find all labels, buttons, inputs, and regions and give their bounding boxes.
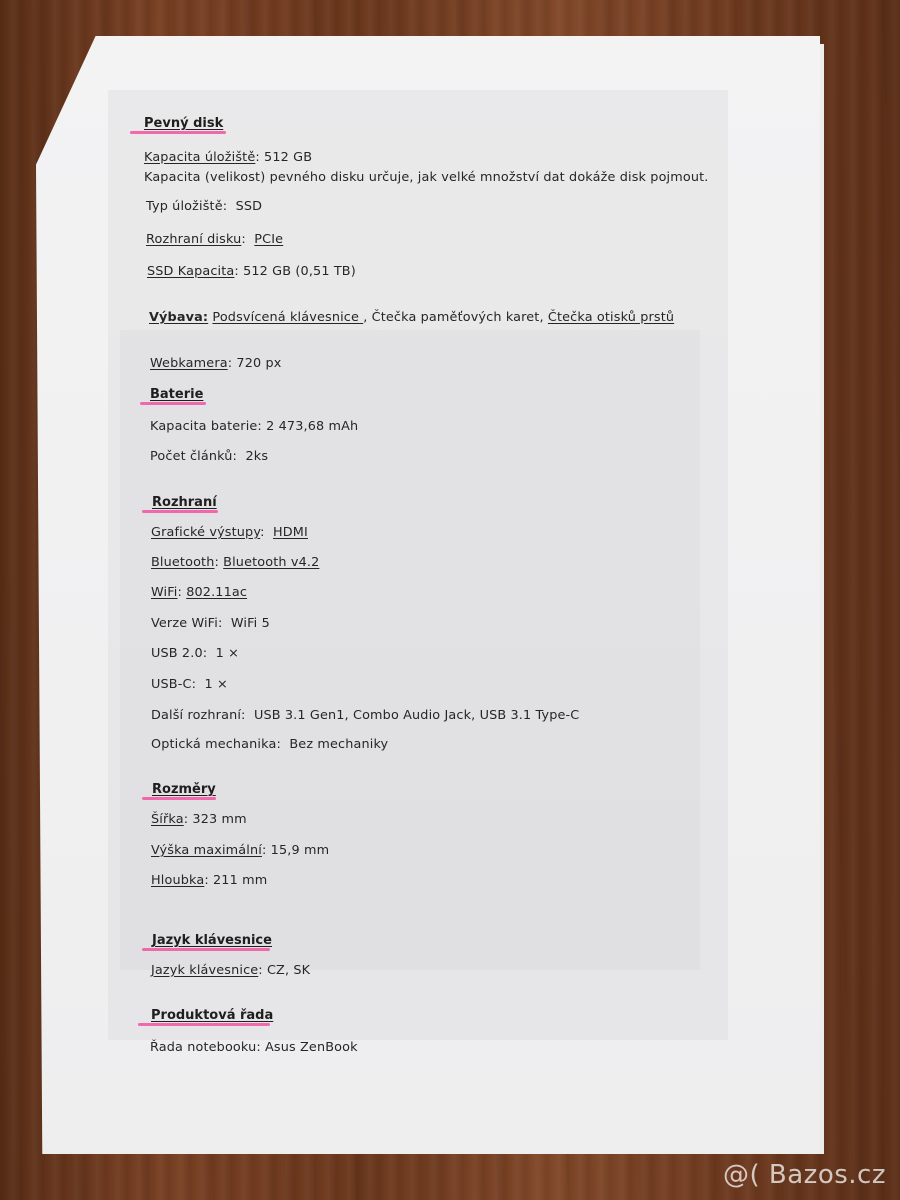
- hloubka-label: Hloubka: [151, 873, 205, 888]
- separator: :: [177, 585, 182, 600]
- ssd-kapacita-row: [147, 264, 356, 279]
- wifi-label: WiFi: [151, 585, 178, 600]
- heading-highlight: [142, 510, 218, 513]
- dalsi-rozhrani-row: [151, 708, 579, 723]
- separator: :: [260, 525, 265, 540]
- typ-value: SSD: [235, 199, 263, 214]
- verze-wifi-value: WiFi 5: [230, 616, 270, 631]
- heading-pevny-disk: Pevný disk: [144, 116, 224, 131]
- heading-rozhrani: Rozhraní: [152, 495, 217, 510]
- vyska-label: Výška maximální: [151, 843, 262, 858]
- graficke-vystupy-value: HDMI: [273, 525, 308, 540]
- bluetooth-row: [151, 555, 319, 570]
- vybava-item-podsvicena: Podsvícená klávesnice: [212, 310, 364, 325]
- graficke-vystupy-row: [151, 525, 308, 540]
- wifi-row: [151, 585, 247, 600]
- usbc-value: 1 ×: [204, 677, 228, 692]
- dalsi-rozhrani-value: USB 3.1 Gen1, Combo Audio Jack, USB 3.1 Type-C: [253, 708, 580, 723]
- baterie-kapacita: Kapacita baterie: 2 473,68 mAh: [150, 419, 359, 434]
- usb2-value: 1 ×: [215, 646, 240, 661]
- heading-produktova-rada: Produktová řada: [151, 1008, 274, 1023]
- heading-highlight: [138, 1023, 270, 1026]
- heading-highlight: [130, 131, 226, 134]
- typ-row: [146, 199, 262, 214]
- ssd-kapacita-label: SSD Kapacita: [147, 264, 235, 279]
- vybava-row: [149, 310, 674, 325]
- hloubka-value: : 211 mm: [204, 873, 268, 888]
- rada-notebooku: Řada notebooku: Asus ZenBook: [150, 1040, 358, 1055]
- pocet-clanku-row: [150, 449, 268, 464]
- jazyk-klavesnice-value: : CZ, SK: [258, 963, 311, 978]
- separator: :: [241, 232, 246, 247]
- sirka-row: [151, 812, 247, 827]
- jazyk-klavesnice-label: Jazyk klávesnice: [151, 963, 259, 978]
- separator: :: [214, 555, 219, 570]
- heading-highlight: [142, 797, 216, 800]
- heading-baterie: Baterie: [150, 387, 204, 402]
- kapacita-value: : 512 GB: [255, 150, 313, 165]
- opticka-mechanika-row: [151, 737, 388, 752]
- sirka-value: : 323 mm: [183, 812, 247, 827]
- rozhrani-disku-row: [146, 232, 283, 247]
- heading-highlight: [140, 402, 206, 405]
- bazos-watermark: @( Bazos.cz: [723, 1160, 886, 1190]
- wifi-value: 802.11ac: [186, 585, 248, 600]
- usb2-label: USB 2.0:: [151, 646, 208, 661]
- vyska-row: [151, 843, 329, 858]
- sirka-label: Šířka: [151, 812, 184, 827]
- vybava-item-ctecka-otisku: Čtečka otisků prstů: [547, 310, 675, 325]
- verze-wifi-label: Verze WiFi:: [151, 616, 223, 631]
- pocet-clanku-label: Počet článků:: [150, 449, 238, 464]
- usb2-row: [151, 646, 239, 661]
- typ-label: Typ úložiště:: [146, 199, 228, 214]
- bluetooth-label: Bluetooth: [151, 555, 215, 570]
- webkamera-value: : 720 px: [227, 356, 282, 371]
- webkamera-label: Webkamera: [150, 356, 228, 371]
- pocet-clanku-value: 2ks: [245, 449, 269, 464]
- webkamera-row: [150, 356, 282, 371]
- rozhrani-disku-value: PCIe: [254, 232, 284, 247]
- rozhrani-disku-label: Rozhraní disku: [146, 232, 242, 247]
- opticka-mechanika-value: Bez mechaniky: [289, 737, 389, 752]
- usbc-row: [151, 677, 228, 692]
- vybava-separator: , Čtečka paměťových karet,: [363, 310, 548, 325]
- heading-rozmery: Rozměry: [152, 782, 216, 797]
- vyska-value: : 15,9 mm: [261, 843, 330, 858]
- usbc-label: USB-C:: [151, 677, 197, 692]
- jazyk-klavesnice-row: [151, 963, 310, 978]
- kapacita-label: Kapacita úložiště: [144, 150, 256, 165]
- kapacita-row: [144, 150, 312, 165]
- dalsi-rozhrani-label: Další rozhraní:: [151, 708, 246, 723]
- verze-wifi-row: [151, 616, 270, 631]
- hloubka-row: [151, 873, 267, 888]
- graficke-vystupy-label: Grafické výstupy: [151, 525, 261, 540]
- bluetooth-value: Bluetooth v4.2: [223, 555, 320, 570]
- ssd-kapacita-value: : 512 GB (0,51 TB): [234, 264, 356, 279]
- heading-highlight: [142, 948, 270, 951]
- heading-jazyk-klavesnice: Jazyk klávesnice: [152, 933, 272, 948]
- kapacita-description: Kapacita (velikost) pevného disku určuje, jak velké množství dat dokáže disk pojmout.: [144, 170, 709, 185]
- vybava-label: Výbava:: [149, 310, 209, 325]
- opticka-mechanika-label: Optická mechanika:: [151, 737, 281, 752]
